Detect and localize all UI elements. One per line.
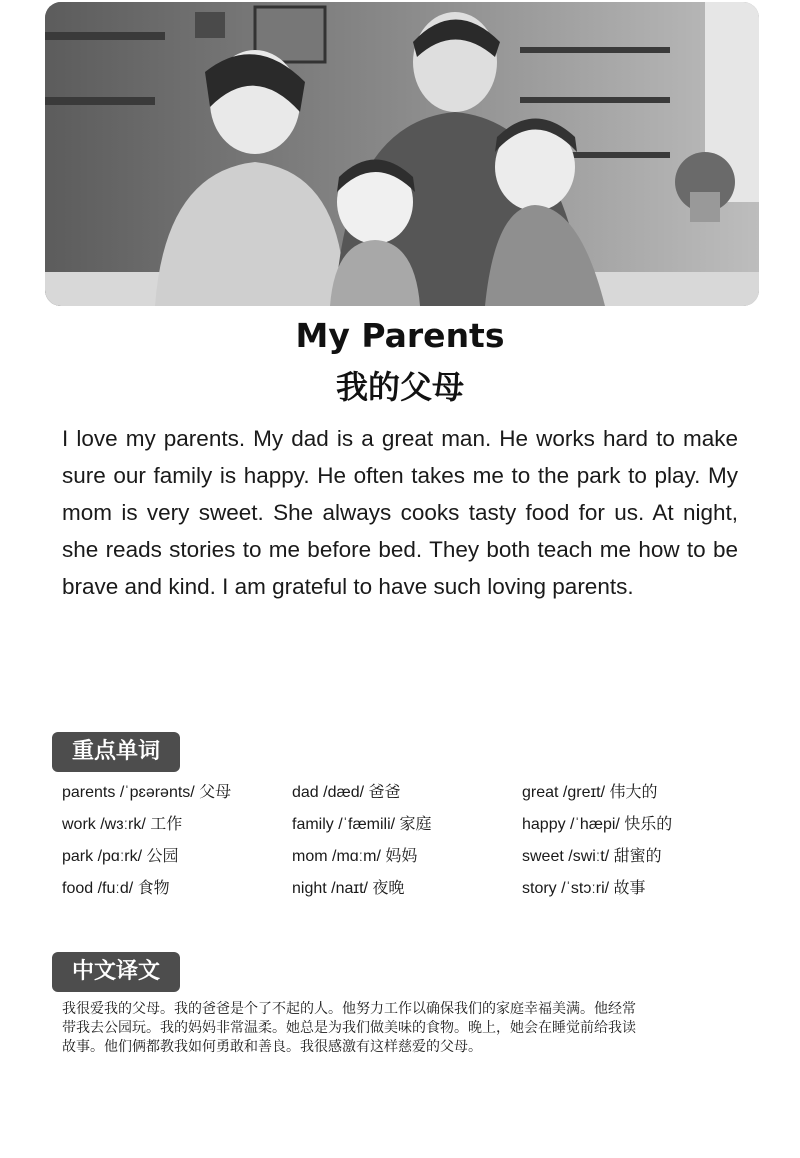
vocab-item: sweet /swiːt/ 甜蜜的 — [522, 848, 662, 865]
vocab-item: story /ˈstɔːri/ 故事 — [522, 880, 646, 897]
vocab-item: parents /ˈpɛərənts/ 父母 — [62, 784, 232, 801]
vocab-item: night /naɪt/ 夜晚 — [292, 880, 405, 897]
vocab-section-heading: 重点单词 — [52, 732, 180, 772]
vocab-item: food /fuːd/ 食物 — [62, 880, 170, 897]
page-title-english: My Parents — [295, 316, 505, 355]
vocab-list — [62, 782, 752, 900]
reading-passage: I love my parents. My dad is a great man. He works hard to make sure our family is happy. He often takes me to the park to play. My mom is very sweet. She always cooks tasty food for us. At night, she reads stories to me before bed. They both teach me how to be brave and kind. I am grateful to have such loving parents. — [62, 426, 738, 599]
chinese-translation: 我很爱我的父母。我的爸爸是个了不起的人。他努力工作以确保我们的家庭幸福美满。他经常带我去公园玩。我的妈妈非常温柔。她总是为我们做美味的食物。晚上，她会在睡觉前给我读故事。他们俩都教我如何勇敢和善良。我很感激有这样慈爱的父母。 — [62, 1001, 636, 1055]
vocab-item: happy /ˈhæpi/ 快乐的 — [522, 816, 673, 833]
page-title-chinese: 我的父母 — [335, 368, 464, 406]
vocab-item: family /ˈfæmili/ 家庭 — [292, 816, 432, 833]
vocab-item: great /greɪt/ 伟大的 — [522, 784, 658, 801]
vocab-item: park /pɑːrk/ 公园 — [62, 848, 179, 865]
vocab-item: work /wɜːrk/ 工作 — [62, 816, 183, 833]
vocab-item: mom /mɑːm/ 妈妈 — [292, 848, 418, 865]
vocab-item: dad /dæd/ 爸爸 — [292, 784, 401, 801]
family-illustration-graphic — [45, 2, 759, 306]
hero-illustration — [45, 2, 759, 306]
translation-section-heading: 中文译文 — [52, 952, 180, 992]
